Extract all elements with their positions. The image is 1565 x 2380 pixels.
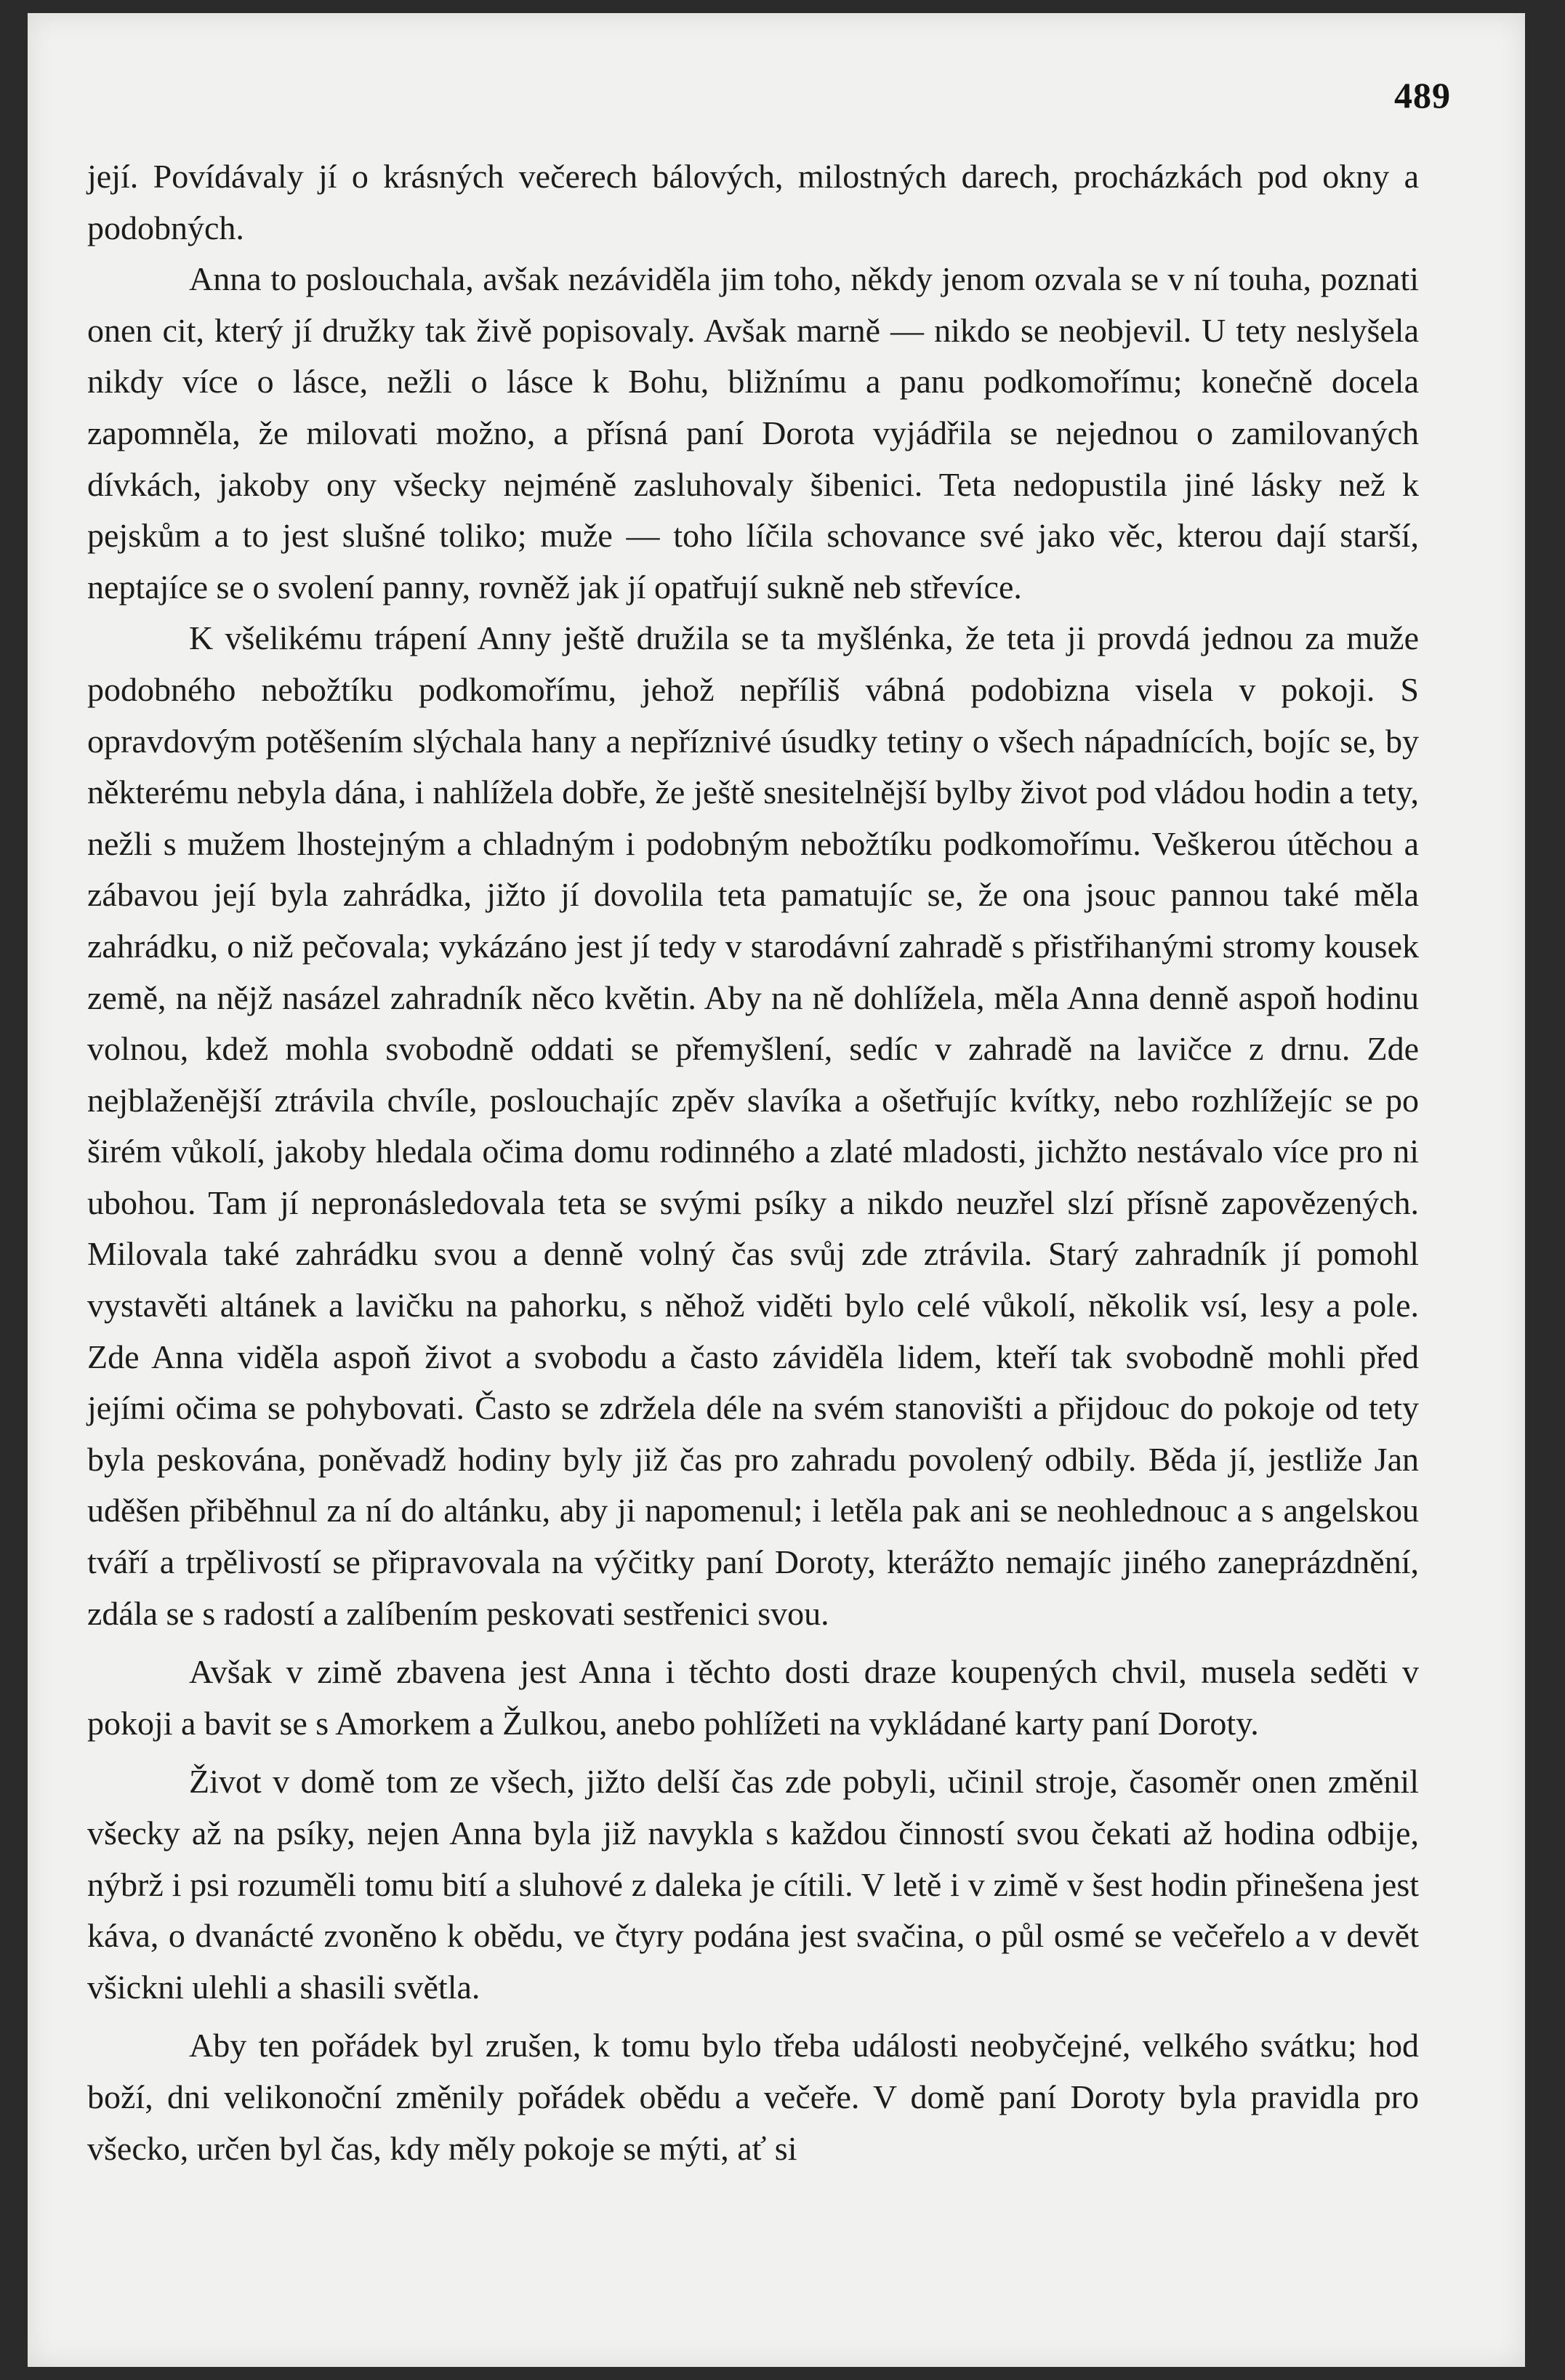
paragraph-5: Život v domě tom ze všech, jižto delší čas zde pobyli, učinil stroje, časoměr onen změnil všecky až na psíky, nejen Anna byla již navykla s každou činností svou čekati až hodina odbije, nýbrž i psi rozuměli tomu bití a sluhové z daleka je cítili. V letě i v zimě v šest hodin přinešena jest káva, o dvanácté zvoněno k obědu, ve čtyry podána jest svačina, o půl osmé se večeřelo a v devět všickni ulehli a shasili světla. <box>87 1763 1419 2006</box>
paragraph-6: Aby ten pořádek byl zrušen, k tomu bylo třeba události neobyčejné, velkého svátku; hod boží, dni velikonoční změnily pořádek obědu a večeře. V domě paní Doroty byla pravidla pro všecko, určen byl čas, kdy měly pokoje se mýti, ať si <box>87 2027 1419 2167</box>
paragraph-2: Anna to poslouchala, avšak nezáviděla jim toho, někdy jenom ozvala se v ní touha, poznati onen cit, který jí družky tak živě popisovaly. Avšak marně — nikdo se neobjevil. U tety neslyšela nikdy více o lásce, nežli o lásce k Bohu, bližnímu a panu podkomořímu; konečně docela zapomněla, že milovati možno, a přísná paní Dorota vyjádřila se nejednou o zamilovaných dívkách, jakoby ony všecky nejméně zasluhovaly šibenici. Teta nedopustila jiné lásky než k pejskům a to jest slušné toliko; muže — toho líčila schovance své jako věc, kterou dají starší, neptajíce se o svolení panny, rovněž jak jí opatřují sukně neb střevíce. <box>87 260 1419 606</box>
page-number: 489 <box>1394 75 1451 116</box>
book-page <box>28 13 1525 2367</box>
paragraph-1: její. Povídávaly jí o krásných večerech bálových, milostných darech, procházkách pod okny a podobných. <box>87 158 1419 246</box>
body-text <box>87 151 1419 2174</box>
paragraph-4: Avšak v zimě zbavena jest Anna i těchto dosti draze koupených chvil, musela seděti v pokoji a bavit se s Amorkem a Žulkou, anebo pohlížeti na vykládané karty paní Doroty. <box>87 1653 1419 1742</box>
paragraph-3: K všelikému trápení Anny ještě družila se ta myšlénka, že teta ji provdá jednou za muže podobného nebožtíku podkomořímu, jehož nepříliš vábná podobizna visela v pokoji. S opravdovým potěšením slýchala hany a nepříznivé úsudky tetiny o všech nápadnících, bojíc se, by některému nebyla dána, i nahlížela dobře, že ještě snesitelnější bylby život pod vládou hodin a tety, nežli s mužem lhostejným a chladným i podobným nebožtíku podkomořímu. Veškerou útěchou a zábavou její byla zahrádka, jižto jí dovolila teta pamatujíc se, že ona jsouc pannou také měla zahrádku, o niž pečovala; vykázáno jest jí tedy v starodávní zahradě s přistřihanými stromy kousek země, na nějž nasázel zahradník něco květin. Aby na ně dohlížela, měla Anna denně aspoň hodinu volnou, kdež mohla svobodně oddati se přemyšlení, sedíc v zahradě na lavičce z drnu. Zde nejblaženější ztrávila chvíle, poslouchajíc zpěv slavíka a ošetřujíc kvítky, nebo rozhlížejíc se po širém vůkolí, jakoby hledala očima domu rodinného a zlaté mladosti, jichžto nestávalo více pro ni ubohou. Tam jí nepronásledovala teta se svými psíky a nikdo neuzřel slzí přísně zapovězených. Milovala také zahrádku svou a denně volný čas svůj zde ztrávila. Starý zahradník jí pomohl vystavěti altánek a lavičku na pahorku, s něhož viděti bylo celé vůkolí, několik vsí, lesy a pole. Zde Anna viděla aspoň život a svobodu a často záviděla lidem, kteří tak svobodně mohli před jejími očima se pohybovati. Často se zdržela déle na svém stanovišti a přijdouc do pokoje od tety byla peskována, poněvadž hodiny byly již čas pro zahradu povolený odbily. Běda jí, jestliže Jan uděšen přiběhnul za ní do altánku, aby ji napomenul; i letěla pak ani se neohlednouc a s angelskou tváří a trpělivostí se připravovala na výčitky paní Doroty, kterážto nemajíc jiného zaneprázdnění, zdála se s radostí a zalíbením peskovati sestřenici svou. <box>87 619 1419 1632</box>
